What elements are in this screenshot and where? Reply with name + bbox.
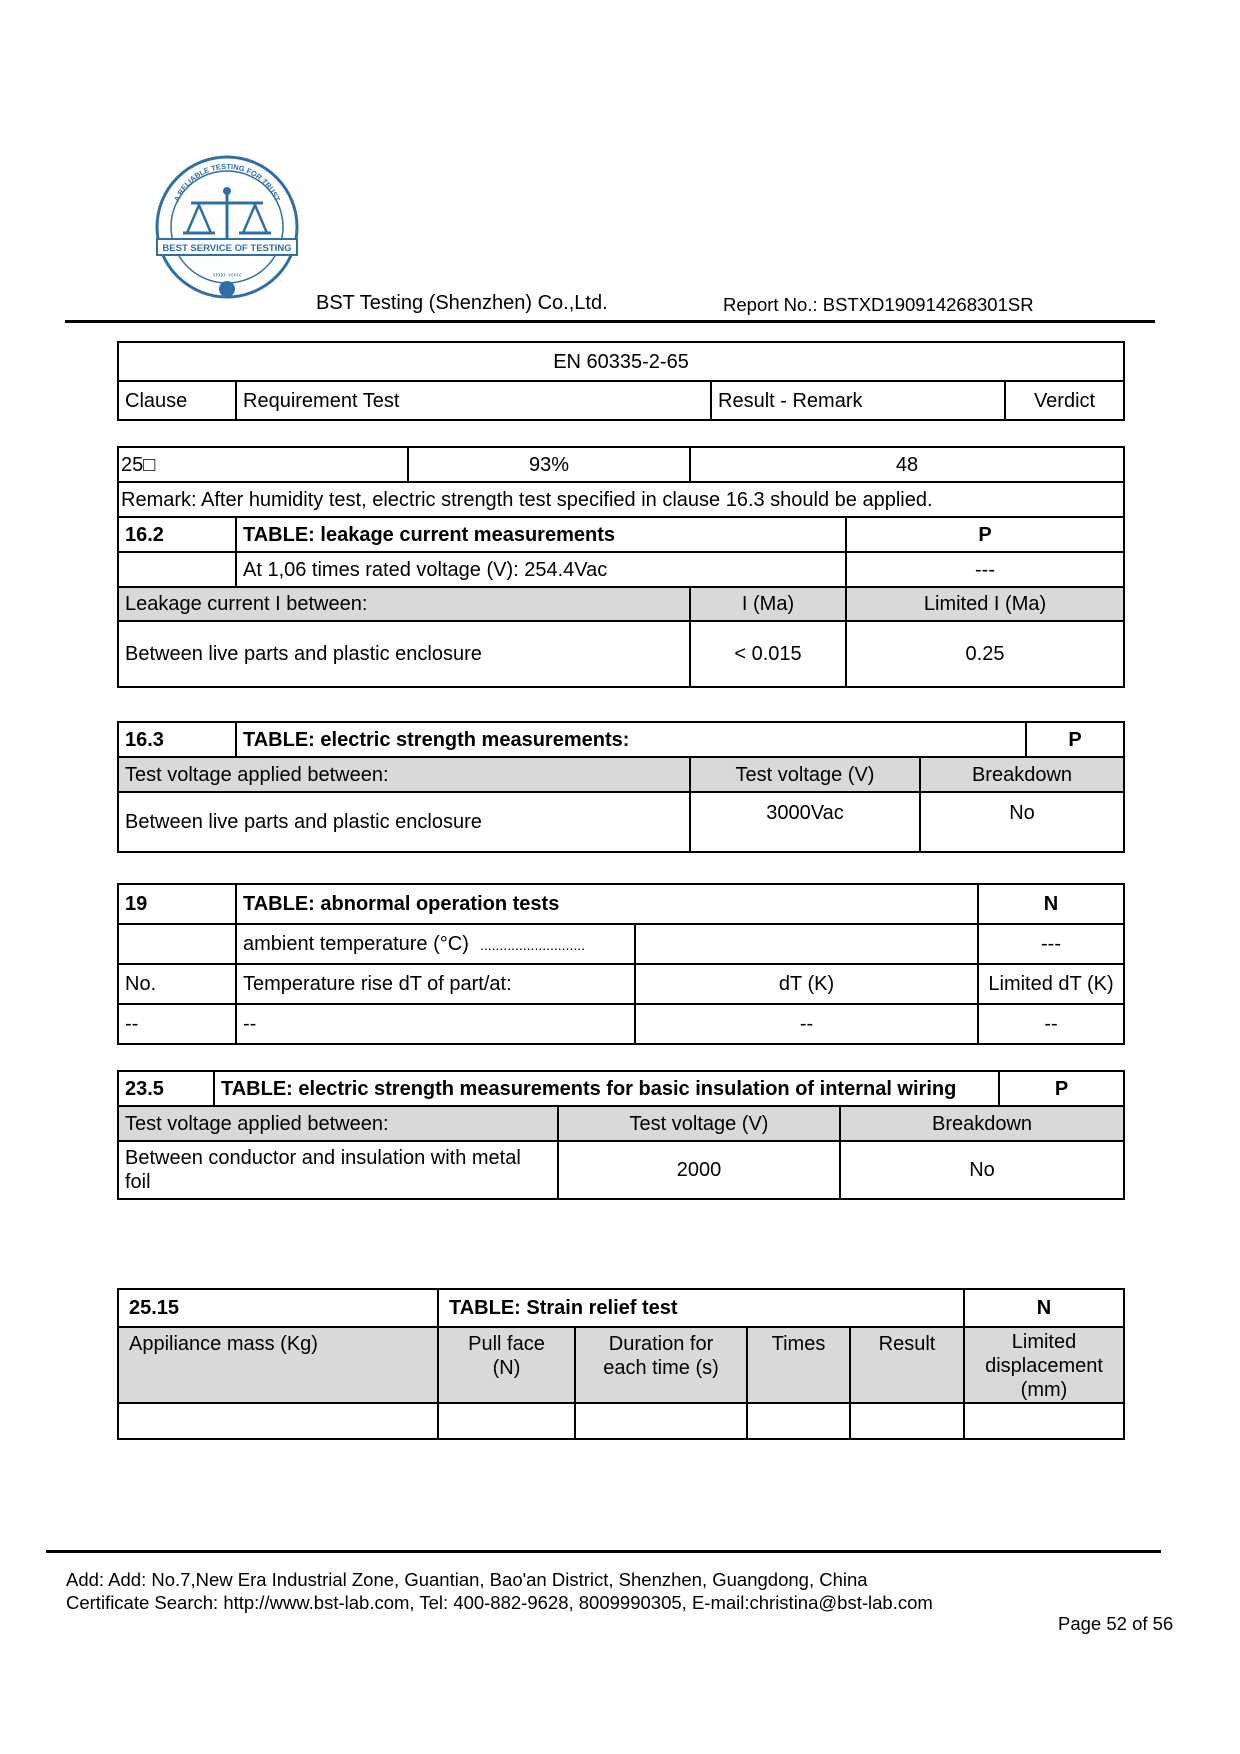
- clause-number: 16.2: [118, 517, 236, 552]
- empty-cell: [118, 924, 236, 964]
- company-logo: [153, 151, 301, 303]
- standard-name: EN 60335-2-65: [118, 342, 1124, 381]
- table-cell: --: [236, 1004, 635, 1044]
- table-cell: [438, 1403, 575, 1439]
- table-cell: --: [978, 1004, 1124, 1044]
- verdict: N: [964, 1289, 1124, 1327]
- table-cell: Between conductor and insulation with metal foil: [118, 1141, 558, 1199]
- table-cell: Between live parts and plastic enclosure: [118, 621, 690, 687]
- table-cell: No: [920, 792, 1124, 852]
- rated-voltage-verdict: ---: [846, 552, 1124, 587]
- humidity-value: 93%: [408, 447, 690, 482]
- table-16-2: [117, 446, 1125, 688]
- table-cell: 3000Vac: [690, 792, 920, 852]
- clause-number: 25.15: [118, 1289, 438, 1327]
- table-title: TABLE: leakage current measurements: [236, 517, 846, 552]
- column-header: I (Ma): [690, 587, 846, 621]
- col-requirement: Requirement Test: [236, 381, 711, 420]
- humidity-remark: Remark: After humidity test, electric strength test specified in clause 16.3 should be applied.: [118, 482, 1124, 517]
- ambient-dots: ...........................: [479, 936, 586, 953]
- header-rule: [65, 320, 1155, 323]
- table-23-5: [117, 1070, 1125, 1200]
- table-25-15: [117, 1288, 1125, 1440]
- column-header: Leakage current I between:: [118, 587, 690, 621]
- ambient-label: ambient temperature (°C): [243, 932, 469, 955]
- table-cell: [575, 1403, 747, 1439]
- verdict: P: [846, 517, 1124, 552]
- verdict: P: [1026, 722, 1124, 757]
- column-header: Times: [747, 1327, 850, 1403]
- verdict: P: [999, 1071, 1124, 1106]
- table-cell: 2000: [558, 1141, 840, 1199]
- column-header: Test voltage (V): [558, 1106, 840, 1141]
- table-cell: 0.25: [846, 621, 1124, 687]
- table-cell: [964, 1403, 1124, 1439]
- table-cell: [747, 1403, 850, 1439]
- rated-voltage-line: At 1,06 times rated voltage (V): 254.4Vac: [236, 552, 846, 587]
- humidity-clause: 25□: [118, 447, 408, 482]
- column-header: Breakdown: [840, 1106, 1124, 1141]
- company-name: BST Testing (Shenzhen) Co.,Ltd.: [316, 292, 608, 314]
- footer-contact: Certificate Search: http://www.bst-lab.com, Tel: 400-882-9628, 8009990305, E-mail:christina@bst-lab.com: [66, 1592, 933, 1613]
- table-cell: < 0.015: [690, 621, 846, 687]
- svg-text:A RELIABLE TESTING FOR TRUST: A RELIABLE TESTING FOR TRUST: [172, 161, 282, 203]
- column-header: No.: [118, 964, 236, 1004]
- column-header: Result: [850, 1327, 964, 1403]
- column-header: Limited displacement (mm): [964, 1327, 1124, 1403]
- svg-text:››››› ‹‹‹‹‹: ››››› ‹‹‹‹‹: [212, 270, 242, 279]
- clause-number: 23.5: [118, 1071, 214, 1106]
- table-cell: No: [840, 1141, 1124, 1199]
- column-header: Temperature rise dT of part/at:: [236, 964, 635, 1004]
- ambient-value: [635, 924, 978, 964]
- column-header: Breakdown: [920, 757, 1124, 792]
- column-header: Pull face (N): [438, 1327, 575, 1403]
- clause-number: 16.3: [118, 722, 236, 757]
- table-title: TABLE: abnormal operation tests: [236, 884, 978, 924]
- column-header: Limited I (Ma): [846, 587, 1124, 621]
- table-19: [117, 883, 1125, 1045]
- col-verdict: Verdict: [1005, 381, 1124, 420]
- clause-number: 19: [118, 884, 236, 924]
- ambient-verdict: ---: [978, 924, 1124, 964]
- humidity-hours: 48: [690, 447, 1124, 482]
- column-header: Limited dT (K): [978, 964, 1124, 1004]
- column-header: Appiliance mass (Kg): [118, 1327, 438, 1403]
- svg-text:BEST SERVICE OF TESTING: BEST SERVICE OF TESTING: [162, 243, 292, 254]
- report-number: Report No.: BSTXD190914268301SR: [723, 294, 1034, 315]
- table-cell: --: [635, 1004, 978, 1044]
- column-header: Test voltage (V): [690, 757, 920, 792]
- empty-cell: [118, 552, 236, 587]
- column-header: Duration for each time (s): [575, 1327, 747, 1403]
- footer-address-block: [66, 1568, 933, 1614]
- footer-address: Add: Add: No.7,New Era Industrial Zone, Guantian, Bao'an District, Shenzhen, Guangdong, China: [66, 1569, 868, 1590]
- table-title: TABLE: electric strength measurements for basic insulation of internal wiring: [214, 1071, 999, 1106]
- table-title: TABLE: Strain relief test: [438, 1289, 964, 1327]
- table-cell: Between live parts and plastic enclosure: [118, 792, 690, 852]
- table-cell: [850, 1403, 964, 1439]
- footer-rule: [46, 1550, 1161, 1553]
- col-clause: Clause: [118, 381, 236, 420]
- column-header: dT (K): [635, 964, 978, 1004]
- col-result: Result - Remark: [711, 381, 1005, 420]
- column-header: Test voltage applied between:: [118, 1106, 558, 1141]
- table-cell: --: [118, 1004, 236, 1044]
- table-title: TABLE: electric strength measurements:: [236, 722, 1026, 757]
- ambient-temperature-label: [236, 924, 635, 964]
- column-header: Test voltage applied between:: [118, 757, 690, 792]
- table-cell: [118, 1403, 438, 1439]
- page-number: Page 52 of 56: [1058, 1613, 1174, 1634]
- table-16-3: [117, 721, 1125, 853]
- verdict: N: [978, 884, 1124, 924]
- standard-header-table: [117, 341, 1125, 421]
